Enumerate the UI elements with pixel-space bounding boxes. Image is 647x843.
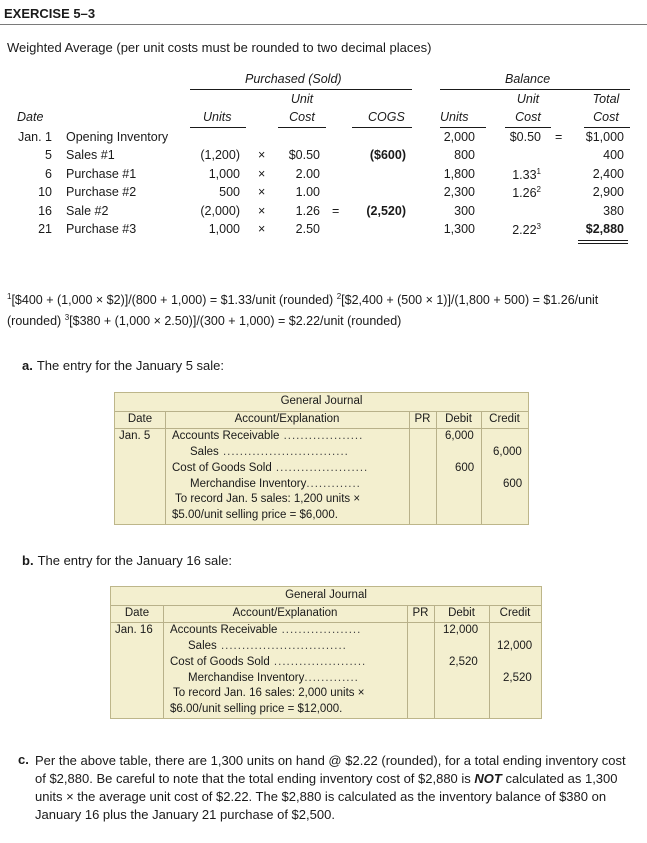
row-units: 1,000 xyxy=(208,167,240,181)
total-double-underline-2 xyxy=(578,243,628,244)
row-balance-unit-cost: 1.26$^2$ xyxy=(512,185,541,201)
header-bal-unit-cost-2: Cost xyxy=(515,110,541,124)
row-date: 6 xyxy=(45,167,52,181)
row-times: × xyxy=(258,204,266,218)
row-balance-units: 1,800 xyxy=(443,167,475,181)
journal-line: Sales .............................. xyxy=(188,640,347,652)
journal-header-credit: Credit xyxy=(499,607,531,619)
journal-divider xyxy=(407,605,408,718)
journal-divider xyxy=(409,411,410,524)
row-balance-unit-cost: $0.50 xyxy=(509,130,541,144)
row-unit-cost: $0.50 xyxy=(288,148,320,162)
journal-divider xyxy=(434,605,435,718)
footnote: $^1$[$400 + (1,000 × $2)]/(800 + 1,000) = $1.33/unit (rounded) $^2$[$2,400 + (500 × 1)]/(1,800 + 500) = $1.26/unit (rounded) $^3$[$380 + (1,000 × 2.50)]/(300 + 1,000) = $2.22/unit (rounded) xyxy=(7,292,599,329)
row-date: 5 xyxy=(45,148,52,162)
row-equals: = xyxy=(332,204,340,218)
journal-debit: 600 xyxy=(455,462,475,474)
journal-rule xyxy=(115,428,528,429)
journal-debit: 2,520 xyxy=(449,656,478,668)
journal-explanation: To record Jan. 16 sales: 2,000 units × xyxy=(173,687,365,699)
journal-rule xyxy=(111,605,541,606)
journal-header-pr: PR xyxy=(414,413,431,425)
journal-header-account: Account/Explanation xyxy=(234,413,340,425)
group-balance-header: Balance xyxy=(505,72,551,86)
journal-jan-16 xyxy=(110,586,542,719)
bal-cost-underline xyxy=(505,127,551,128)
journal-credit: 600 xyxy=(503,478,523,490)
purchased-underline xyxy=(190,89,412,90)
row-cogs: (2,520) xyxy=(366,204,406,218)
units-underline xyxy=(190,127,246,128)
row-balance-unit-cost: 2.22$^3$ xyxy=(512,222,541,238)
header-unit-cost-1: Unit xyxy=(290,92,314,106)
part-c-paragraph: Per the above table, there are 1,300 units on hand @ $2.22 (rounded), for a total ending inventory cost of $2,880. Be careful to note that the total ending inventory cost of $2,880 is NOT calculated as 1,300 units × the average unit cost of $2.22. The $2,880 is calculated as the inventory balance of $380 on January 16 plus the January 21 purchase of $2,500. xyxy=(35,753,626,822)
row-total-cost: 2,900 xyxy=(592,185,624,199)
journal-explanation: $5.00/unit selling price = $6,000. xyxy=(172,509,338,521)
journal-title: General Journal xyxy=(280,395,363,407)
total-cost-underline xyxy=(584,127,630,128)
journal-line: Sales .............................. xyxy=(190,446,349,458)
row-balance-units: 2,300 xyxy=(443,185,475,199)
row-times: × xyxy=(258,185,266,199)
journal-header-credit: Credit xyxy=(489,413,520,425)
row-unit-cost: 2.50 xyxy=(295,222,320,236)
row-unit-cost: 2.00 xyxy=(295,167,320,181)
row-date: 21 xyxy=(38,222,52,236)
journal-header-date: Date xyxy=(124,607,150,619)
journal-line: Cost of Goods Sold ...................... xyxy=(172,462,369,474)
journal-rule xyxy=(115,411,528,412)
journal-line: Accounts Receivable ................... xyxy=(170,624,362,636)
row-date: Jan. 1 xyxy=(17,130,52,144)
row-balance-units: 2,000 xyxy=(443,130,475,144)
header-bal-unit-cost-1: Unit xyxy=(516,92,540,106)
journal-rule xyxy=(111,622,541,623)
journal-divider xyxy=(481,411,482,524)
journal-header-debit: Debit xyxy=(445,413,472,425)
journal-line: Cost of Goods Sold ...................... xyxy=(170,656,367,668)
row-description: Purchase #1 xyxy=(66,167,137,181)
exercise-title: EXERCISE 5–3 xyxy=(4,6,96,21)
part-b-label: b. The entry for the January 16 sale: xyxy=(22,553,232,568)
row-units: 500 xyxy=(219,185,240,199)
journal-date: Jan. 16 xyxy=(115,624,153,636)
title-rule xyxy=(0,24,647,25)
row-balance-units: 300 xyxy=(454,204,475,218)
header-unit-cost-2: Cost xyxy=(289,110,315,124)
row-times: × xyxy=(258,222,266,236)
row-date: 10 xyxy=(38,185,52,199)
journal-header-pr: PR xyxy=(412,607,429,619)
journal-line: Accounts Receivable ................... xyxy=(172,430,364,442)
row-description: Sale #2 xyxy=(66,204,109,218)
total-double-underline-1 xyxy=(578,240,628,241)
row-units: (2,000) xyxy=(200,204,240,218)
journal-date: Jan. 5 xyxy=(119,430,151,442)
journal-jan-5 xyxy=(114,392,529,525)
journal-divider xyxy=(163,605,164,718)
row-times: × xyxy=(258,148,266,162)
header-cogs: COGS xyxy=(368,110,405,124)
journal-divider xyxy=(489,605,490,718)
balance-underline xyxy=(440,89,630,90)
row-units: (1,200) xyxy=(200,148,240,162)
row-total-cost: 2,400 xyxy=(592,167,624,181)
journal-header-account: Account/Explanation xyxy=(232,607,338,619)
row-balance-units: 1,300 xyxy=(443,222,475,236)
cogs-underline xyxy=(352,127,412,128)
row-times: × xyxy=(258,167,266,181)
row-total-cost: 400 xyxy=(603,148,624,162)
header-units: Units xyxy=(203,110,232,124)
row-unit-cost: 1.00 xyxy=(295,185,320,199)
row-balance-unit-cost: 1.33$^1$ xyxy=(512,167,541,183)
row-description: Purchase #3 xyxy=(66,222,137,236)
journal-divider xyxy=(165,411,166,524)
journal-divider xyxy=(436,411,437,524)
row-total-cost: $2,880 xyxy=(585,222,624,236)
row-balance-units: 800 xyxy=(454,148,475,162)
header-bal-units: Units xyxy=(440,110,469,124)
part-c-letter: c. xyxy=(18,752,29,767)
row-equals: = xyxy=(555,130,563,144)
journal-title: General Journal xyxy=(285,589,367,601)
row-date: 16 xyxy=(38,204,52,218)
row-total-cost: 380 xyxy=(603,204,624,218)
journal-line: Merchandise Inventory............. xyxy=(188,672,359,684)
cost-underline xyxy=(278,127,326,128)
row-cogs: ($600) xyxy=(369,148,406,162)
group-purchased-header: Purchased (Sold) xyxy=(245,72,342,86)
header-total-cost-1: Total xyxy=(592,92,620,106)
journal-credit: 6,000 xyxy=(493,446,522,458)
journal-explanation: To record Jan. 5 sales: 1,200 units × xyxy=(175,493,361,505)
subtitle: Weighted Average (per unit costs must be rounded to two decimal places) xyxy=(7,40,432,55)
header-date: Date xyxy=(17,110,44,124)
row-description: Sales #1 xyxy=(66,148,115,162)
row-unit-cost: 1.26 xyxy=(295,204,320,218)
journal-line: Merchandise Inventory............. xyxy=(190,478,361,490)
part-a-label: a. The entry for the January 5 sale: xyxy=(22,358,224,373)
journal-debit: 6,000 xyxy=(445,430,474,442)
journal-credit: 12,000 xyxy=(497,640,533,652)
row-total-cost: $1,000 xyxy=(585,130,624,144)
row-description: Opening Inventory xyxy=(66,130,169,144)
row-units: 1,000 xyxy=(208,222,240,236)
journal-header-debit: Debit xyxy=(448,607,475,619)
journal-credit: 2,520 xyxy=(503,672,532,684)
journal-header-date: Date xyxy=(127,413,153,425)
bal-units-underline xyxy=(440,127,486,128)
journal-debit: 12,000 xyxy=(443,624,479,636)
header-total-cost-2: Cost xyxy=(593,110,619,124)
journal-explanation: $6.00/unit selling price = $12,000. xyxy=(170,703,343,715)
row-description: Purchase #2 xyxy=(66,185,137,199)
